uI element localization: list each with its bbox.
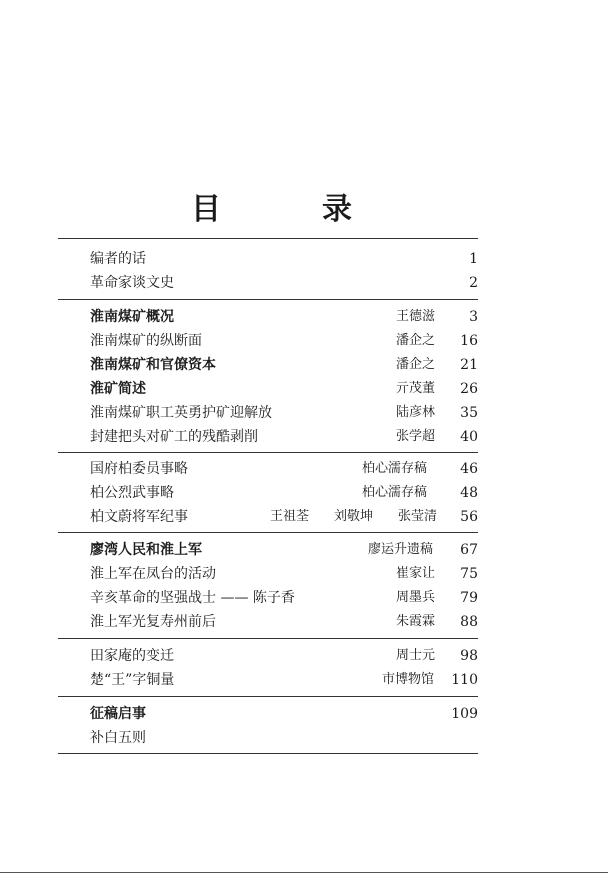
divider	[58, 638, 478, 639]
entry-title: 补白五则	[90, 730, 146, 746]
toc-entry	[90, 377, 478, 401]
entry-page: 3	[469, 309, 478, 325]
entry-page: 46	[460, 461, 478, 477]
toc-entry	[90, 329, 478, 353]
entry-page: 48	[460, 485, 478, 501]
entry-author: 柏心濡存稿	[362, 461, 428, 476]
entry-page: 16	[460, 333, 478, 349]
divider	[58, 452, 478, 453]
entry-author: 潘企之	[396, 333, 436, 348]
toc-entry	[90, 305, 478, 329]
entry-author: 王德滋	[396, 309, 436, 324]
entry-author: 陆彦林	[396, 405, 436, 420]
entry-page: 35	[460, 405, 478, 421]
entry-page: 40	[460, 429, 478, 445]
divider	[58, 238, 478, 239]
entry-author: 廖运升遗稿	[368, 542, 434, 557]
entry-author: 张学超	[396, 429, 436, 444]
entry-title: 廖湾人民和淮上军	[90, 542, 202, 558]
entry-title: 柏公烈武事略	[90, 485, 174, 501]
entry-page: 26	[460, 381, 478, 397]
page-edge-line	[0, 872, 608, 873]
entry-page: 88	[460, 614, 478, 630]
entry-page: 75	[460, 566, 478, 582]
entry-author: 崔家让	[396, 566, 436, 581]
entry-author: 周墨兵	[396, 590, 436, 605]
entry-title: 淮南煤矿职工英勇护矿迎解放	[90, 405, 272, 421]
contents-title-char-2: 录	[322, 192, 352, 227]
toc-entry	[90, 562, 478, 586]
entry-title: 国府柏委员事略	[90, 461, 188, 477]
toc-entry	[90, 271, 478, 295]
toc-entry	[90, 726, 478, 750]
entry-page: 79	[460, 590, 478, 606]
entry-page: 56	[460, 509, 478, 525]
entry-author: 亓茂董	[396, 381, 436, 396]
entry-page: 21	[460, 357, 478, 373]
entry-title: 淮南煤矿概况	[90, 309, 174, 325]
toc-entry	[90, 505, 478, 529]
toc-entry	[90, 401, 478, 425]
toc-entry	[90, 457, 478, 481]
toc-entry	[90, 247, 478, 271]
toc-entry	[90, 668, 478, 692]
contents-title-char-1: 目	[191, 192, 221, 227]
entry-title: 淮南煤矿的纵断面	[90, 333, 202, 349]
divider	[58, 532, 478, 533]
entry-title: 编者的话	[90, 251, 146, 267]
entry-author: 张莹清	[398, 509, 438, 524]
entry-title: 淮上军光复寿州前后	[90, 614, 216, 630]
entry-page: 98	[460, 648, 478, 664]
entry-title: 淮上军在凤台的活动	[90, 566, 216, 582]
entry-title: 革命家谈文史	[90, 275, 174, 291]
entry-author: 市博物馆	[382, 672, 435, 687]
entry-page: 1	[469, 251, 478, 267]
contents-title	[0, 190, 608, 230]
entry-page: 67	[460, 542, 478, 558]
toc-entry	[90, 353, 478, 377]
entry-author: 朱霞霖	[396, 614, 436, 629]
toc-entry	[90, 702, 478, 726]
entry-page: 109	[451, 706, 478, 722]
entry-author: 王祖荃	[270, 509, 310, 524]
entry-title: 楚“王”字铜量	[90, 672, 175, 688]
entry-page: 2	[469, 275, 478, 291]
entry-author: 刘敬坤	[334, 509, 374, 524]
entry-title: 淮南煤矿和官僚资本	[90, 357, 216, 373]
entry-author: 周士元	[396, 648, 436, 663]
entry-title: 征稿启事	[90, 706, 146, 722]
divider	[58, 753, 478, 754]
toc-entry	[90, 538, 478, 562]
entry-author: 柏心濡存稿	[362, 485, 428, 500]
toc-entry	[90, 586, 478, 610]
entry-title: 柏文蔚将军纪事	[90, 509, 188, 525]
toc-entry	[90, 610, 478, 634]
toc-entry	[90, 481, 478, 505]
toc-entry	[90, 644, 478, 668]
divider	[58, 696, 478, 697]
divider	[58, 299, 478, 300]
entry-author: 潘企之	[396, 357, 436, 372]
entry-title: 淮矿简述	[90, 381, 146, 397]
entry-title: 田家庵的变迁	[90, 648, 174, 664]
entry-title: 辛亥革命的坚强战士 —— 陈子香	[90, 590, 295, 606]
entry-title: 封建把头对矿工的残酷剥削	[90, 429, 258, 445]
toc-entry	[90, 425, 478, 449]
entry-page: 110	[451, 672, 478, 688]
